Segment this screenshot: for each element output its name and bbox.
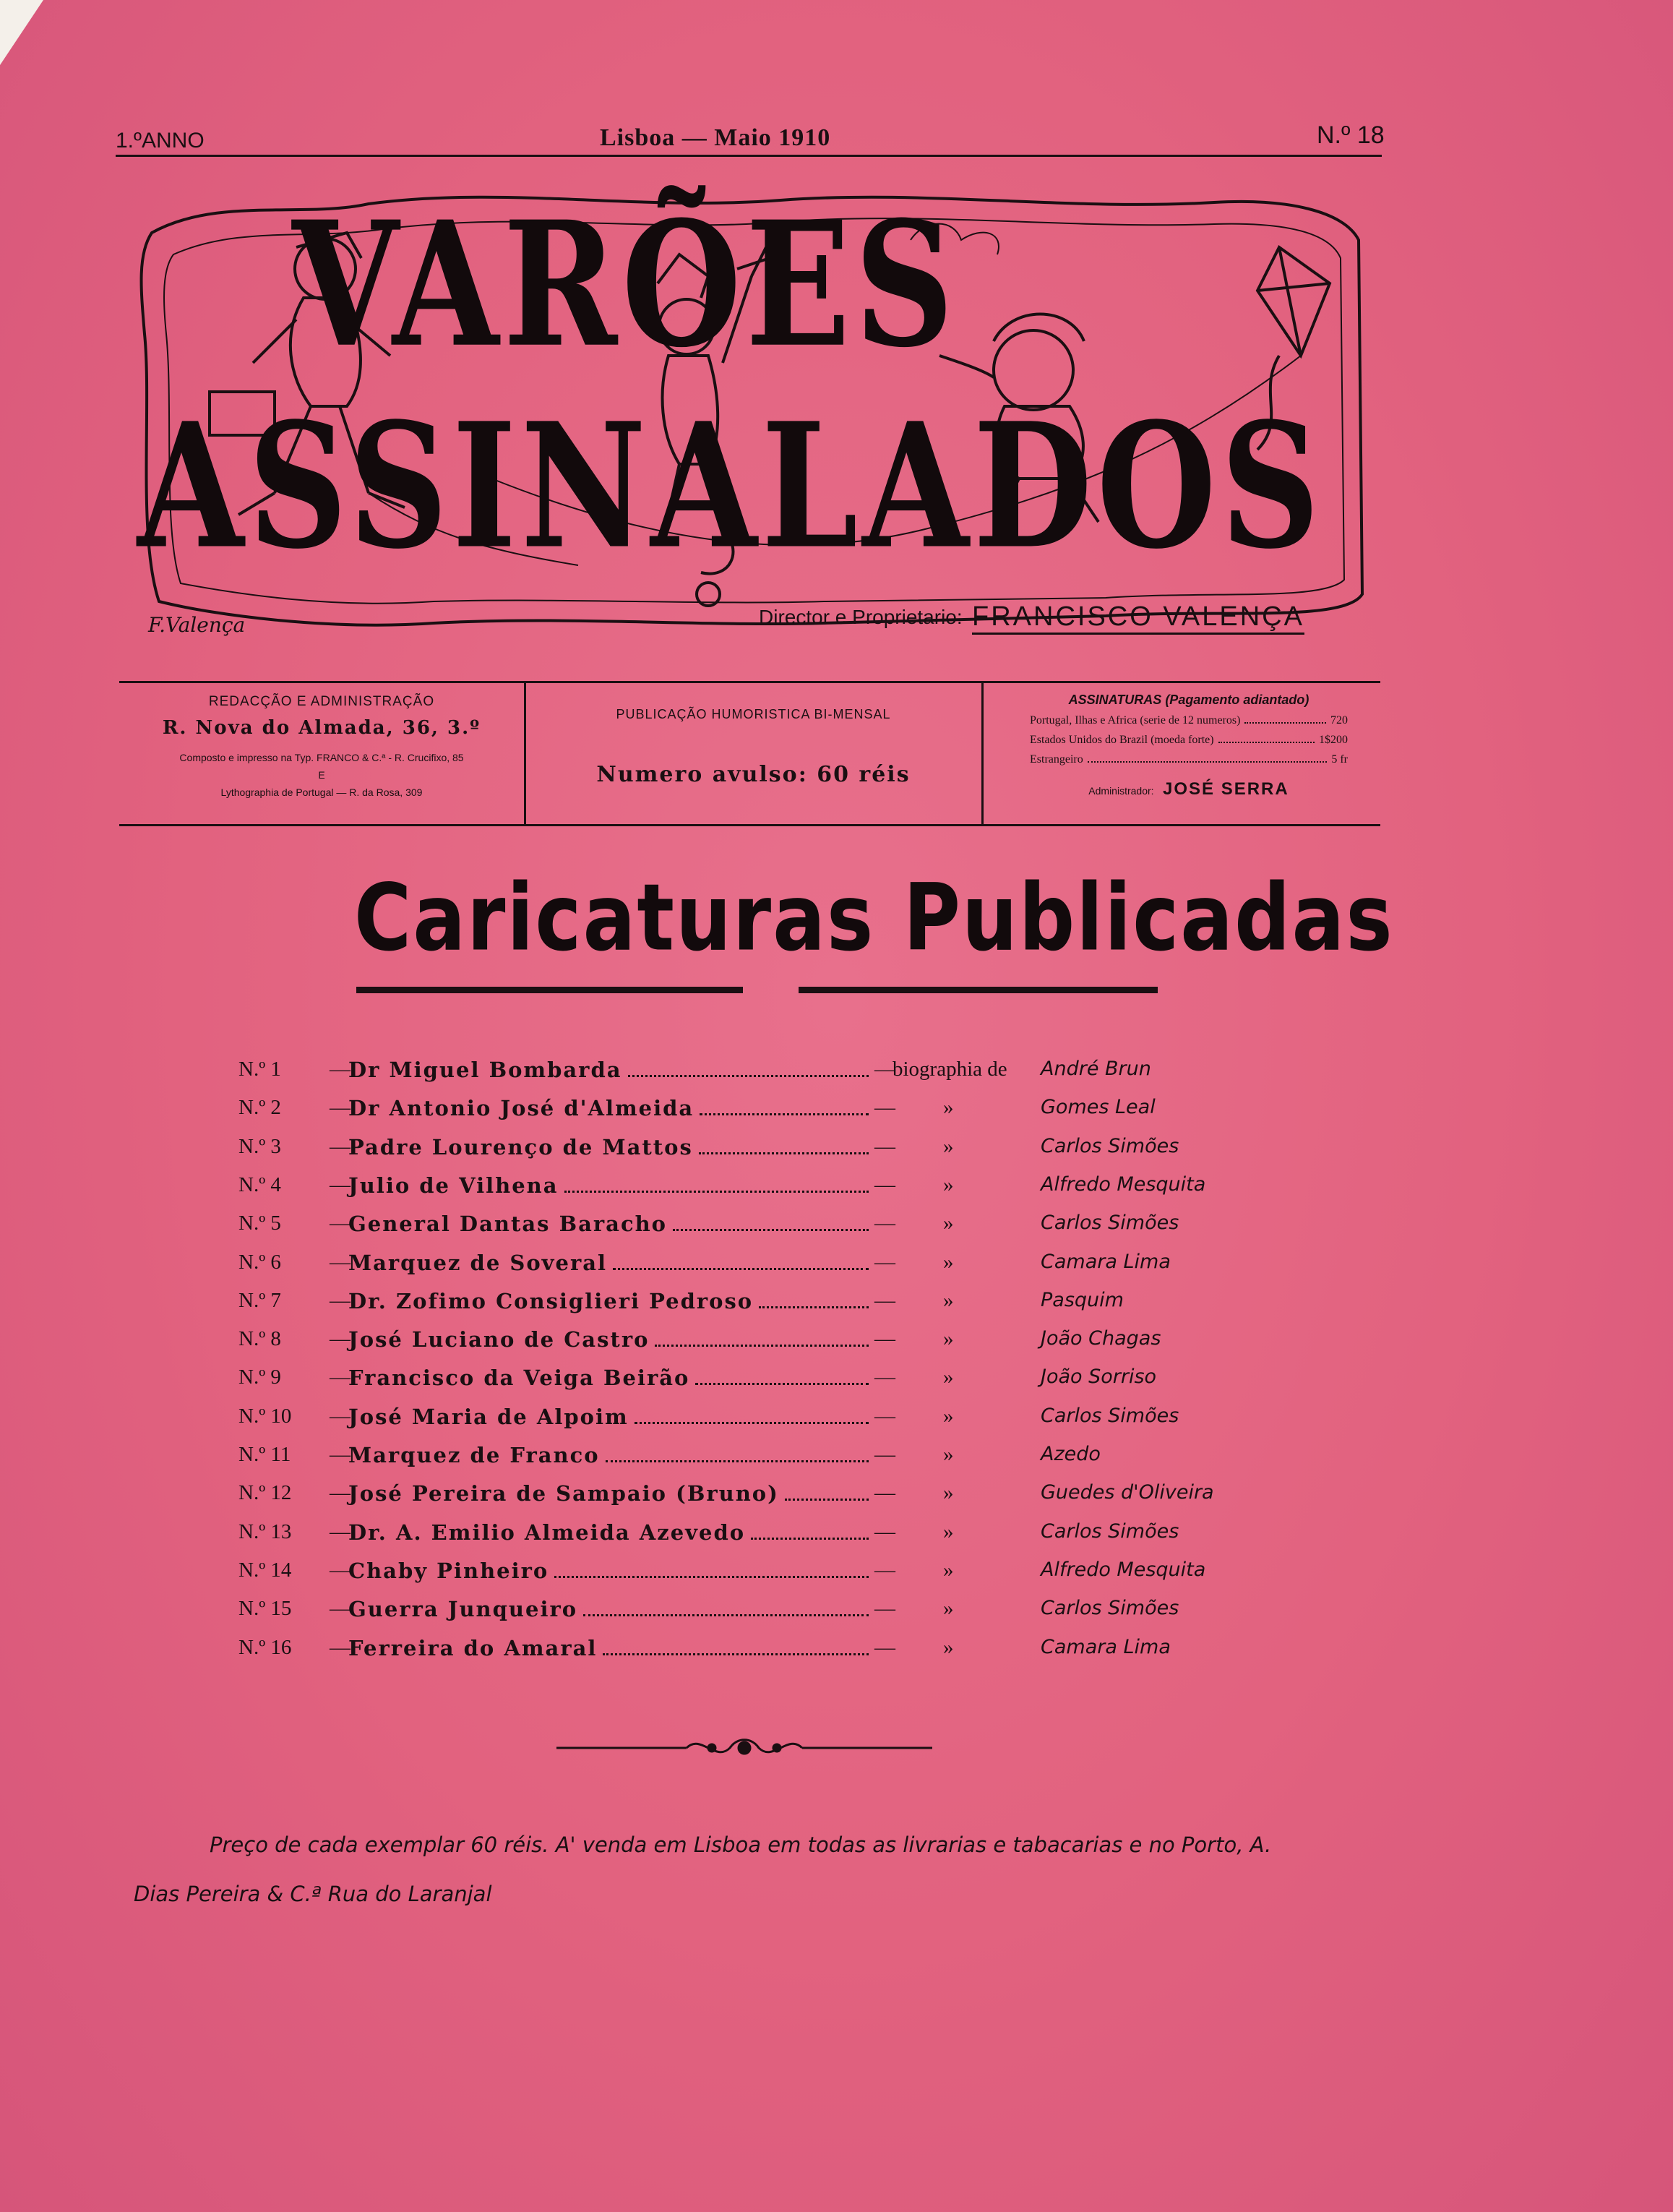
dash-separator: — bbox=[874, 1443, 895, 1466]
item-number: N.º 13 bbox=[238, 1519, 292, 1543]
info-divider-1 bbox=[524, 681, 526, 826]
biography-label: » bbox=[943, 1250, 954, 1274]
item-name: José Pereira de Sampaio (Bruno) bbox=[348, 1481, 779, 1506]
dot-leader bbox=[699, 1152, 869, 1154]
biography-author: Carlos Simões bbox=[1041, 1134, 1179, 1157]
dot-leader bbox=[628, 1075, 869, 1077]
subscription-region: Estrangeiro bbox=[1030, 753, 1083, 766]
publication-type: PUBLICAÇÃO HUMORISTICA BI-MENSAL bbox=[616, 707, 891, 721]
dash-separator: — bbox=[874, 1327, 895, 1351]
biography-author: João Chagas bbox=[1041, 1327, 1161, 1350]
item-name: Chaby Pinheiro bbox=[348, 1558, 549, 1583]
dot-leader bbox=[673, 1229, 869, 1231]
item-number: N.º 6 bbox=[238, 1250, 281, 1274]
biography-label: » bbox=[943, 1212, 954, 1235]
list-item bbox=[238, 1481, 1265, 1516]
item-number: N.º 8 bbox=[238, 1327, 281, 1351]
dash-separator: — bbox=[330, 1366, 350, 1389]
dash-separator: — bbox=[330, 1481, 350, 1505]
dash-separator: — bbox=[330, 1519, 350, 1543]
dash-separator: — bbox=[330, 1250, 350, 1274]
header-rule bbox=[116, 155, 1382, 157]
dash-separator: — bbox=[874, 1597, 895, 1621]
item-name: Marquez de Soveral bbox=[348, 1250, 608, 1275]
biography-author: Carlos Simões bbox=[1041, 1212, 1179, 1235]
list-item bbox=[238, 1173, 1265, 1208]
dash-separator: — bbox=[874, 1404, 895, 1428]
dot-leader bbox=[613, 1268, 869, 1270]
administrator-name: JOSÉ SERRA bbox=[1163, 779, 1289, 799]
item-number: N.º 2 bbox=[238, 1096, 281, 1120]
item-number: N.º 14 bbox=[238, 1558, 292, 1582]
volume-label: 1.ºANNO bbox=[116, 129, 205, 153]
administrator-label: Administrador: bbox=[1088, 785, 1154, 797]
dash-separator: — bbox=[874, 1096, 895, 1120]
item-number: N.º 3 bbox=[238, 1134, 281, 1158]
item-number: N.º 11 bbox=[238, 1443, 291, 1466]
biography-label: » bbox=[943, 1366, 954, 1389]
title-underline-2 bbox=[799, 987, 1158, 993]
biography-label: » bbox=[943, 1635, 954, 1659]
dot-leader bbox=[603, 1653, 869, 1655]
dash-separator: — bbox=[874, 1635, 895, 1659]
biography-author: Azedo bbox=[1041, 1443, 1101, 1465]
footer-line-1: Preço de cada exemplar 60 réis. A' venda em Lisboa em todas as livrarias e tabacarias e no Porto, A. bbox=[210, 1832, 1272, 1857]
list-item bbox=[238, 1366, 1265, 1400]
dash-separator: — bbox=[330, 1288, 350, 1312]
item-number: N.º 15 bbox=[238, 1597, 292, 1621]
item-name: José Luciano de Castro bbox=[348, 1327, 650, 1353]
dash-separator: — bbox=[874, 1134, 895, 1158]
publication-box bbox=[528, 707, 979, 787]
administrator-line bbox=[1030, 779, 1348, 800]
item-number: N.º 7 bbox=[238, 1288, 281, 1312]
item-number: N.º 10 bbox=[238, 1404, 292, 1428]
biography-author: Camara Lima bbox=[1041, 1250, 1171, 1273]
office-heading: REDACÇÃO E ADMINISTRAÇÃO bbox=[208, 694, 435, 709]
biography-author: Camara Lima bbox=[1041, 1635, 1171, 1658]
torn-corner bbox=[0, 0, 43, 65]
biography-label: » bbox=[943, 1519, 954, 1543]
item-name: Julio de Vilhena bbox=[348, 1173, 559, 1198]
item-name: Francisco da Veiga Beirão bbox=[348, 1366, 690, 1391]
item-number: N.º 9 bbox=[238, 1366, 281, 1389]
masthead-title: VARÕES ASSINALADOS bbox=[137, 184, 1325, 587]
biography-author: Carlos Simões bbox=[1041, 1597, 1179, 1620]
dash-separator: — bbox=[330, 1212, 350, 1235]
subscription-region: Portugal, Ilhas e Africa (serie de 12 numeros) bbox=[1030, 714, 1241, 726]
info-divider-2 bbox=[981, 681, 984, 826]
list-item bbox=[238, 1096, 1265, 1131]
dot-leader bbox=[655, 1345, 869, 1347]
item-name: Padre Lourenço de Mattos bbox=[348, 1134, 693, 1159]
dash-separator: — bbox=[330, 1635, 350, 1659]
dash-separator: — bbox=[330, 1404, 350, 1428]
subscription-rows bbox=[1030, 714, 1348, 766]
dot-leader bbox=[1218, 734, 1315, 743]
lithography-line: Lythographia de Portugal — R. da Rosa, 309 bbox=[220, 786, 423, 798]
dash-separator: — bbox=[330, 1134, 350, 1158]
item-name: Dr Miguel Bombarda bbox=[348, 1058, 622, 1082]
list-item bbox=[238, 1443, 1265, 1478]
dot-leader bbox=[759, 1306, 869, 1308]
dash-separator: — bbox=[330, 1096, 350, 1120]
biography-author: Carlos Simões bbox=[1041, 1519, 1179, 1543]
dash-separator: — bbox=[874, 1558, 895, 1582]
item-name: Ferreira do Amaral bbox=[348, 1635, 598, 1660]
item-name: José Maria de Alpoim bbox=[348, 1404, 629, 1429]
list-item bbox=[238, 1520, 1265, 1555]
dash-separator: — bbox=[874, 1250, 895, 1274]
list-item bbox=[238, 1212, 1265, 1246]
dot-leader bbox=[1088, 753, 1328, 763]
dot-leader bbox=[564, 1191, 869, 1193]
info-bottom-rule bbox=[119, 824, 1380, 826]
subscription-price: 1$200 bbox=[1319, 734, 1348, 746]
item-name: General Dantas Baracho bbox=[348, 1212, 668, 1237]
info-top-rule bbox=[119, 681, 1380, 683]
dot-leader bbox=[751, 1538, 869, 1540]
director-label: Director e Proprietario: bbox=[759, 606, 963, 628]
item-number: N.º 16 bbox=[238, 1635, 292, 1659]
dash-separator: — bbox=[330, 1327, 350, 1351]
list-item bbox=[238, 1058, 1265, 1092]
dot-leader bbox=[700, 1113, 869, 1115]
biography-label: » bbox=[943, 1558, 954, 1582]
dot-leader bbox=[606, 1460, 869, 1462]
dash-separator: — bbox=[874, 1212, 895, 1235]
biography-label: » bbox=[943, 1288, 954, 1312]
single-issue-price: Numero avulso: 60 réis bbox=[596, 762, 911, 787]
title-underline-1 bbox=[356, 987, 743, 993]
biography-label: » bbox=[943, 1597, 954, 1621]
subscription-price: 5 fr bbox=[1331, 753, 1348, 766]
director-name: FRANCISCO VALENÇA bbox=[972, 601, 1304, 635]
list-item bbox=[238, 1405, 1265, 1439]
footer-line-2: Dias Pereira & C.ª Rua do Laranjal bbox=[134, 1882, 492, 1906]
item-name: Dr. A. Emilio Almeida Azevedo bbox=[348, 1519, 746, 1545]
place-date: Lisboa — Maio 1910 bbox=[600, 124, 831, 151]
biography-label: » bbox=[943, 1173, 954, 1196]
list-item bbox=[238, 1597, 1265, 1632]
and-line: E bbox=[318, 769, 325, 781]
list-item bbox=[238, 1289, 1265, 1324]
dash-separator: — bbox=[874, 1173, 895, 1196]
item-name: Dr. Zofimo Consiglieri Pedroso bbox=[348, 1288, 754, 1313]
biography-author: Gomes Leal bbox=[1041, 1096, 1156, 1119]
ornament-divider-icon bbox=[556, 1733, 932, 1762]
dash-separator: — bbox=[874, 1481, 895, 1505]
subscription-row bbox=[1030, 734, 1348, 747]
biography-label: » bbox=[943, 1404, 954, 1428]
item-number: N.º 12 bbox=[238, 1481, 292, 1505]
item-name: Dr Antonio José d'Almeida bbox=[348, 1096, 694, 1121]
list-item bbox=[238, 1251, 1265, 1285]
dash-separator: — bbox=[330, 1558, 350, 1582]
item-name: Marquez de Franco bbox=[348, 1443, 600, 1467]
dash-separator: — bbox=[874, 1366, 895, 1389]
list-item bbox=[238, 1327, 1265, 1362]
biography-label: » bbox=[943, 1327, 954, 1351]
biography-author: Alfredo Mesquita bbox=[1041, 1173, 1206, 1196]
dash-separator: — bbox=[330, 1058, 350, 1081]
subscription-row bbox=[1030, 714, 1348, 727]
item-number: N.º 1 bbox=[238, 1058, 281, 1081]
dot-leader bbox=[1244, 714, 1326, 724]
biography-label: biographia de bbox=[893, 1058, 1007, 1081]
artist-signature: F.Valença bbox=[148, 613, 246, 637]
dot-leader bbox=[695, 1383, 869, 1385]
biography-author: Guedes d'Oliveira bbox=[1041, 1481, 1214, 1504]
biography-label: » bbox=[943, 1096, 954, 1120]
biography-label: » bbox=[943, 1443, 954, 1466]
dash-separator: — bbox=[874, 1058, 895, 1081]
biography-author: Alfredo Mesquita bbox=[1041, 1558, 1206, 1581]
dot-leader bbox=[635, 1422, 869, 1424]
subscription-region: Estados Unidos do Brazil (moeda forte) bbox=[1030, 734, 1214, 746]
section-title: Caricaturas Publicadas bbox=[354, 865, 1394, 972]
subscription-price: 720 bbox=[1330, 714, 1348, 726]
dash-separator: — bbox=[874, 1288, 895, 1312]
biography-author: Carlos Simões bbox=[1041, 1404, 1179, 1427]
subscriptions-box bbox=[1030, 693, 1348, 800]
biography-author: João Sorriso bbox=[1041, 1366, 1157, 1389]
dash-separator: — bbox=[874, 1519, 895, 1543]
dot-leader bbox=[785, 1499, 869, 1501]
item-name: Guerra Junqueiro bbox=[348, 1597, 578, 1622]
list-item bbox=[238, 1636, 1265, 1671]
subscription-row bbox=[1030, 753, 1348, 766]
item-number: N.º 4 bbox=[238, 1173, 281, 1196]
biography-label: » bbox=[943, 1134, 954, 1158]
biography-author: Pasquim bbox=[1041, 1288, 1124, 1311]
dash-separator: — bbox=[330, 1597, 350, 1621]
biography-author: André Brun bbox=[1041, 1058, 1151, 1080]
list-item bbox=[238, 1559, 1265, 1593]
dot-leader bbox=[554, 1576, 869, 1578]
biography-label: » bbox=[943, 1481, 954, 1505]
item-number: N.º 5 bbox=[238, 1212, 281, 1235]
issue-number: N.º 18 bbox=[1317, 121, 1385, 149]
office-address: R. Nova do Almada, 36, 3.º bbox=[162, 717, 481, 739]
office-box bbox=[123, 694, 520, 798]
dash-separator: — bbox=[330, 1173, 350, 1196]
dot-leader bbox=[583, 1614, 869, 1616]
dash-separator: — bbox=[330, 1443, 350, 1466]
printer-line: Composto e impresso na Typ. FRANCO & C.ª - R. Crucifixo, 85 bbox=[179, 752, 464, 763]
list-item bbox=[238, 1135, 1265, 1170]
subscriptions-heading: ASSINATURAS (Pagamento adiantado) bbox=[1068, 693, 1309, 707]
